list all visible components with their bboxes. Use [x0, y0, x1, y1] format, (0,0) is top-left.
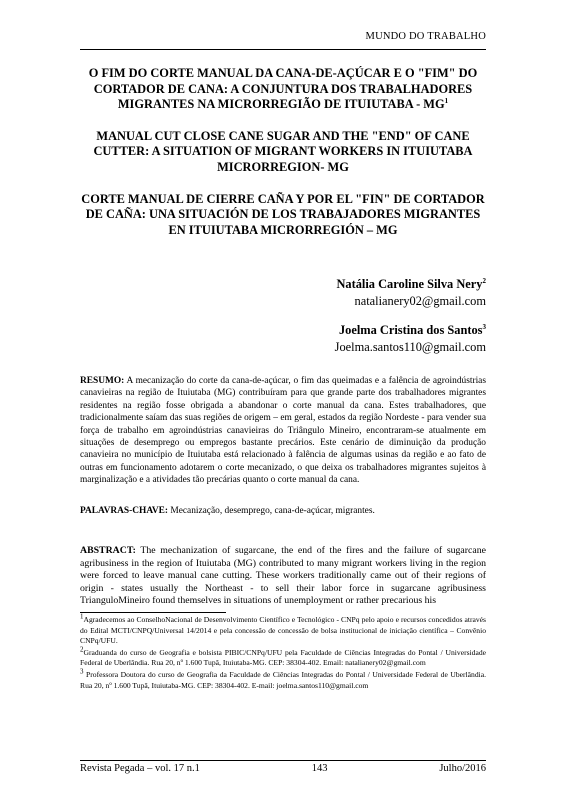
keywords-label: PALAVRAS-CHAVE:: [80, 506, 169, 516]
author-block: [335, 276, 486, 368]
author-email-1: natalianery02@gmail.com: [354, 294, 486, 308]
resumo-text: A mecanização do corte da cana-de-açúcar, o fim das queimadas e a falência de agroindústrias canavieiras na região de Ituiutaba (MG) contribuíram para que grande parte dos trabalhadores migrantes residentes na região fosse obrigada a abandonar o corte manual da cana. Estes trabalhadores, que tradicionalmente saíam das suas regiões de origem – em geral, estados da região Nordeste - para vender sua força de trabalho em agroindústrias canavieiras do Triângulo Mineiro, encontraram-se atualmente em situações de desemprego ou empregos bastante precários. Este cenário de diminuição da produção canavieira no município de Ituiutaba está relacionado à falência de algumas usinas da região e ao fato de outras em funcionamento adotarem o corte mecanizado, o que deixa os trabalhadores migrantes sujeitos à marginalização e a atividades tão precárias quanto o corte manual da cana.: [80, 376, 486, 486]
footnote-rule: [80, 612, 226, 613]
footer-journal: Revista Pegada – vol. 17 n.1: [80, 763, 200, 774]
keywords-text: Mecanização, desemprego, cana-de-açúcar, migrantes.: [168, 506, 375, 516]
abstract-paragraph: [80, 545, 486, 609]
author-name-1: Natália Caroline Silva Nery$^2$: [336, 276, 486, 291]
footnote-ref-2[interactable]: 2: [482, 276, 486, 285]
title-english: MANUAL CUT CLOSE CANE SUGAR AND THE "END" OF CANE CUTTER: A SITUATION OF MIGRANT WORKERS IN ITUIUTABA MICRORREGION- MG: [93, 128, 473, 174]
title-portuguese: [80, 66, 486, 113]
title-portuguese-text: O FIM DO CORTE MANUAL DA CANA-DE-AÇÚCAR E O "FIM" DO CORTADOR DE CANA: A CONJUNTURA DOS TRABALHADORES MIGRANTES NA MICRORREGIÃO DE ITUIUTABA - MG: [88, 66, 478, 112]
author-email-2: Joelma.santos110@gmail.com: [334, 340, 486, 354]
title-block: [80, 66, 486, 254]
author-name-2: Joelma Cristina dos Santos$^3$: [338, 322, 486, 337]
footnote-3: $^3$ Professora Doutora do curso de Geografia da Faculdade de Ciências Integradas do Pontal / Universidade Federal de Uberlândia. Rua 20, nº 1.600 Tupã, Ituiutaba-MG. CEP: 38304-402. E-mail: joelma.santos110@gmail.com: [80, 667, 486, 690]
title-spanish: CORTE MANUAL DE CIERRE CAÑA Y POR EL "FIN" DE CORTADOR DE CAÑA: UNA SITUACIÓN DE LOS TRABAJADORES MIGRANTES EN ITUIUTABA MICRORREGIÓN – MG: [81, 191, 485, 237]
footnote-ref-3[interactable]: 3: [482, 322, 486, 331]
abstract-label: ABSTRACT:: [80, 545, 136, 556]
footer-date: Julho/2016: [439, 763, 486, 774]
resumo-label: RESUMO:: [80, 376, 125, 386]
resumo-paragraph: [80, 375, 486, 487]
keywords-paragraph: [80, 505, 486, 517]
running-header: MUNDO DO TRABALHO: [365, 31, 486, 42]
footnote-2: $^2$Graduanda do curso de Geografia e bolsista PIBIC/CNPq/UFU pela Faculdade de Ciências Integradas do Pontal / Universidade Federal de Uberlândia. Rua 20, nº 1.600 Tupã, Ituiutaba-MG. CEP: 38304-402. Email: natalianery02@gmail.com: [80, 645, 486, 668]
footnotes: [80, 612, 486, 692]
footer-page-number: 143: [311, 763, 328, 774]
page-footer: [80, 763, 486, 774]
footnote-ref-1[interactable]: 1: [444, 97, 449, 106]
abstract-text: The mechanization of sugarcane, the end of the fires and the failure of sugarcane agribusiness in the region of Ituiutaba (MG) contributed to many migrant workers living in the region were forced to leave manual cane cutting. These workers traditionally came out of their regions of origin - states usually the Northeast - to sell their labor force in sugarcane agribusiness TrianguloMineiro found themselves in situations of unemployment or rather precarious his: [80, 545, 486, 607]
footnote-1: $^1$Agradecemos ao ConselhoNacional de Desenvolvimento Científico e Tecnológico - CNPq pelo apoio e recursos concedidos através do Edital MCTI/CNPQ/Universal 14/2014 e pela concessão de concessão de bolsa institucional de iniciação científica – Convênio CNPq/UFU.: [80, 612, 486, 646]
footer-rule: [80, 760, 486, 761]
header-rule: [80, 49, 486, 50]
